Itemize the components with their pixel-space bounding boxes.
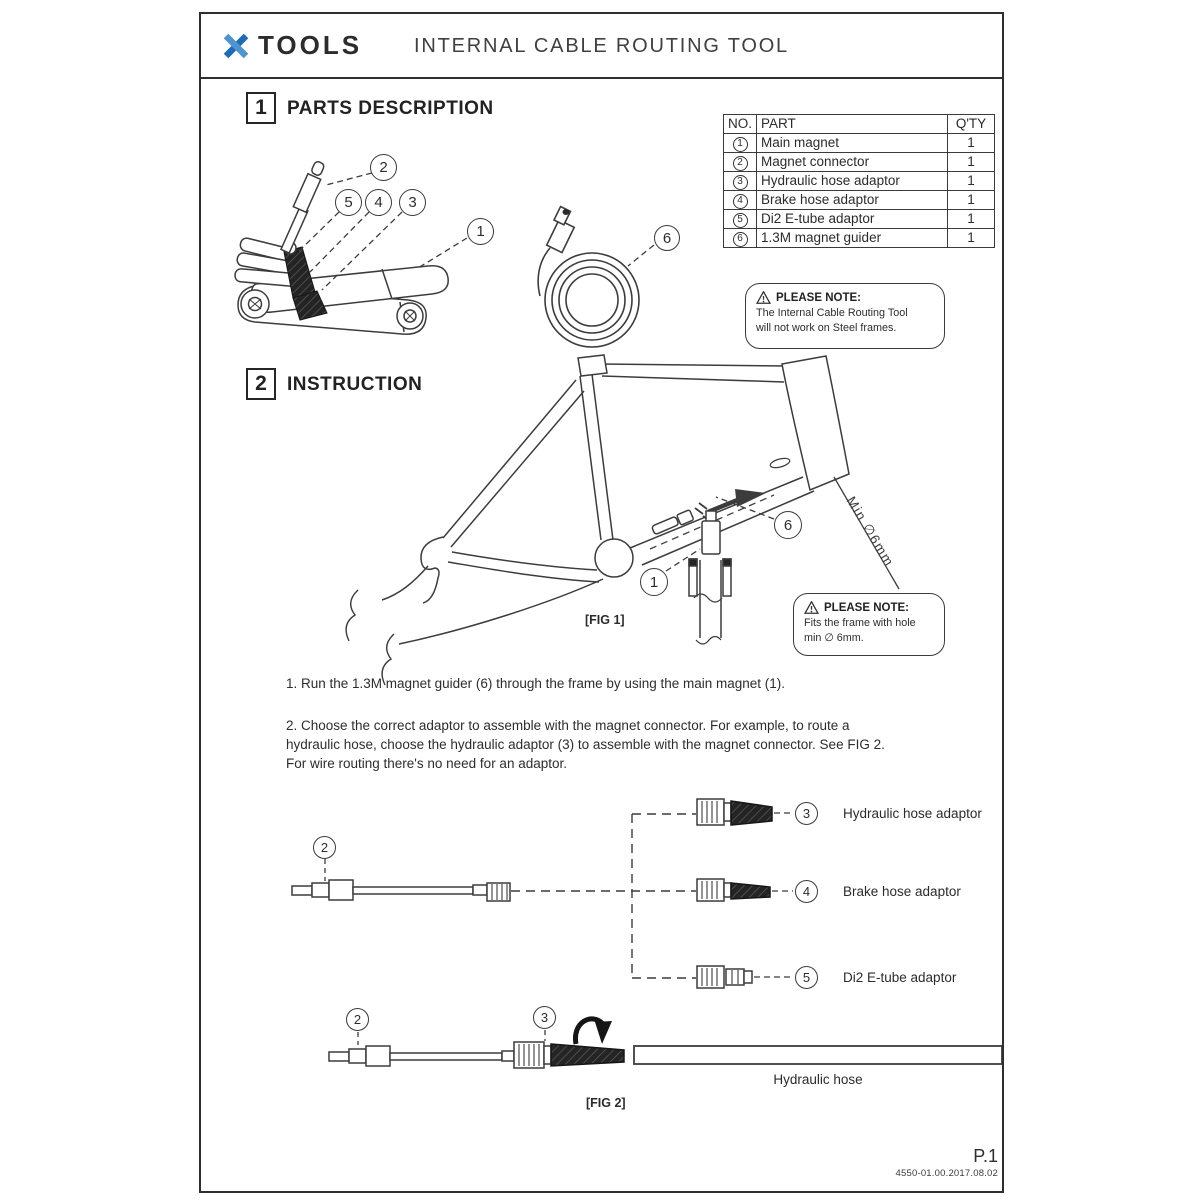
part-qty: 1: [948, 172, 995, 191]
section-2-title: INSTRUCTION: [287, 374, 423, 395]
part-qty: 1: [948, 191, 995, 210]
min-hole-label: Min ∅6mm: [843, 493, 898, 570]
part-qty: 1: [948, 134, 995, 153]
doc-number: 4550-01.00.2017.08.02: [895, 1168, 998, 1179]
note-line: Fits the frame with hole: [804, 617, 916, 629]
document-title: INTERNAL CABLE ROUTING TOOL: [414, 35, 789, 57]
instruction-step-2: [286, 716, 885, 773]
note-title: PLEASE NOTE:: [776, 291, 861, 304]
page-number: P.1: [973, 1146, 998, 1166]
section-1-title: PARTS DESCRIPTION: [287, 98, 494, 119]
instruction-step-1: 1. Run the 1.3M magnet guider (6) through the frame by using the main magnet (1).: [286, 676, 786, 691]
callout-2: 2: [370, 154, 397, 181]
callout-5: 5: [335, 189, 362, 216]
table-row: [724, 191, 995, 210]
note-line: min ∅ 6mm.: [804, 631, 864, 644]
fig2-caption: [FIG 2]: [586, 1096, 626, 1110]
part-name: Hydraulic hose adaptor: [757, 172, 948, 191]
table-row: [724, 172, 995, 191]
step-2-line: 2. Choose the correct adaptor to assemble with the magnet connector. For example, to route a: [286, 718, 850, 733]
step-2-line: For wire routing there's no need for an adaptor.: [286, 756, 567, 771]
note-line: will not work on Steel frames.: [756, 321, 897, 334]
note-title: PLEASE NOTE:: [824, 601, 909, 614]
section-1-number: 1: [246, 92, 276, 124]
fig1-caption: [FIG 1]: [585, 613, 625, 627]
part-number-badge: 1: [733, 137, 748, 152]
part-name: Brake hose adaptor: [757, 191, 948, 210]
table-row: [724, 134, 995, 153]
part-name: Di2 E-tube adaptor: [757, 210, 948, 229]
adaptor-callout-5: 5: [795, 966, 818, 989]
col-part: PART: [757, 115, 948, 134]
fig1-callout-1: 1: [640, 568, 668, 596]
part-name: Main magnet: [757, 134, 948, 153]
connector-callout-2: 2: [313, 836, 336, 859]
part-number-badge: 4: [733, 194, 748, 209]
fig2-callout-2: 2: [346, 1008, 369, 1031]
part-number-badge: 6: [733, 232, 748, 247]
part-qty: 1: [948, 229, 995, 248]
part-name: Magnet connector: [757, 153, 948, 172]
col-qty: Q'TY: [948, 115, 995, 134]
adaptor-callout-4: 4: [795, 880, 818, 903]
table-header-row: [724, 115, 995, 134]
fig2-callout-3: 3: [533, 1006, 556, 1029]
part-name: 1.3M magnet guider: [757, 229, 948, 248]
table-row: [724, 210, 995, 229]
part-number-badge: 5: [733, 213, 748, 228]
table-row: [724, 229, 995, 248]
adaptor-label-brake: Brake hose adaptor: [843, 884, 961, 899]
header-divider: [199, 77, 1004, 79]
parts-table: [723, 114, 995, 248]
adaptor-label-hydraulic: Hydraulic hose adaptor: [843, 806, 982, 821]
note-line: The Internal Cable Routing Tool: [756, 307, 908, 319]
step-2-line: hydraulic hose, choose the hydraulic adaptor (3) to assemble with the magnet connector. See FIG 2.: [286, 737, 885, 752]
adaptor-callout-3: 3: [795, 802, 818, 825]
brand-name: TOOLS: [258, 30, 363, 60]
col-no: NO.: [724, 115, 757, 134]
callout-3: 3: [399, 189, 426, 216]
note-box-steel-frames: [745, 283, 945, 349]
part-number-badge: 3: [733, 175, 748, 190]
part-number-badge: 2: [733, 156, 748, 171]
callout-6: 6: [654, 225, 680, 251]
callout-4: 4: [365, 189, 392, 216]
adaptor-label-di2: Di2 E-tube adaptor: [843, 970, 957, 985]
warning-icon: [804, 601, 819, 614]
table-row: [724, 153, 995, 172]
note-box-hole-size: [793, 593, 945, 656]
fig1-callout-6: 6: [774, 511, 802, 539]
section-2-number: 2: [246, 368, 276, 400]
hose-label: Hydraulic hose: [773, 1072, 863, 1087]
part-qty: 1: [948, 153, 995, 172]
part-qty: 1: [948, 210, 995, 229]
callout-1: 1: [467, 218, 494, 245]
warning-icon: [756, 291, 771, 304]
